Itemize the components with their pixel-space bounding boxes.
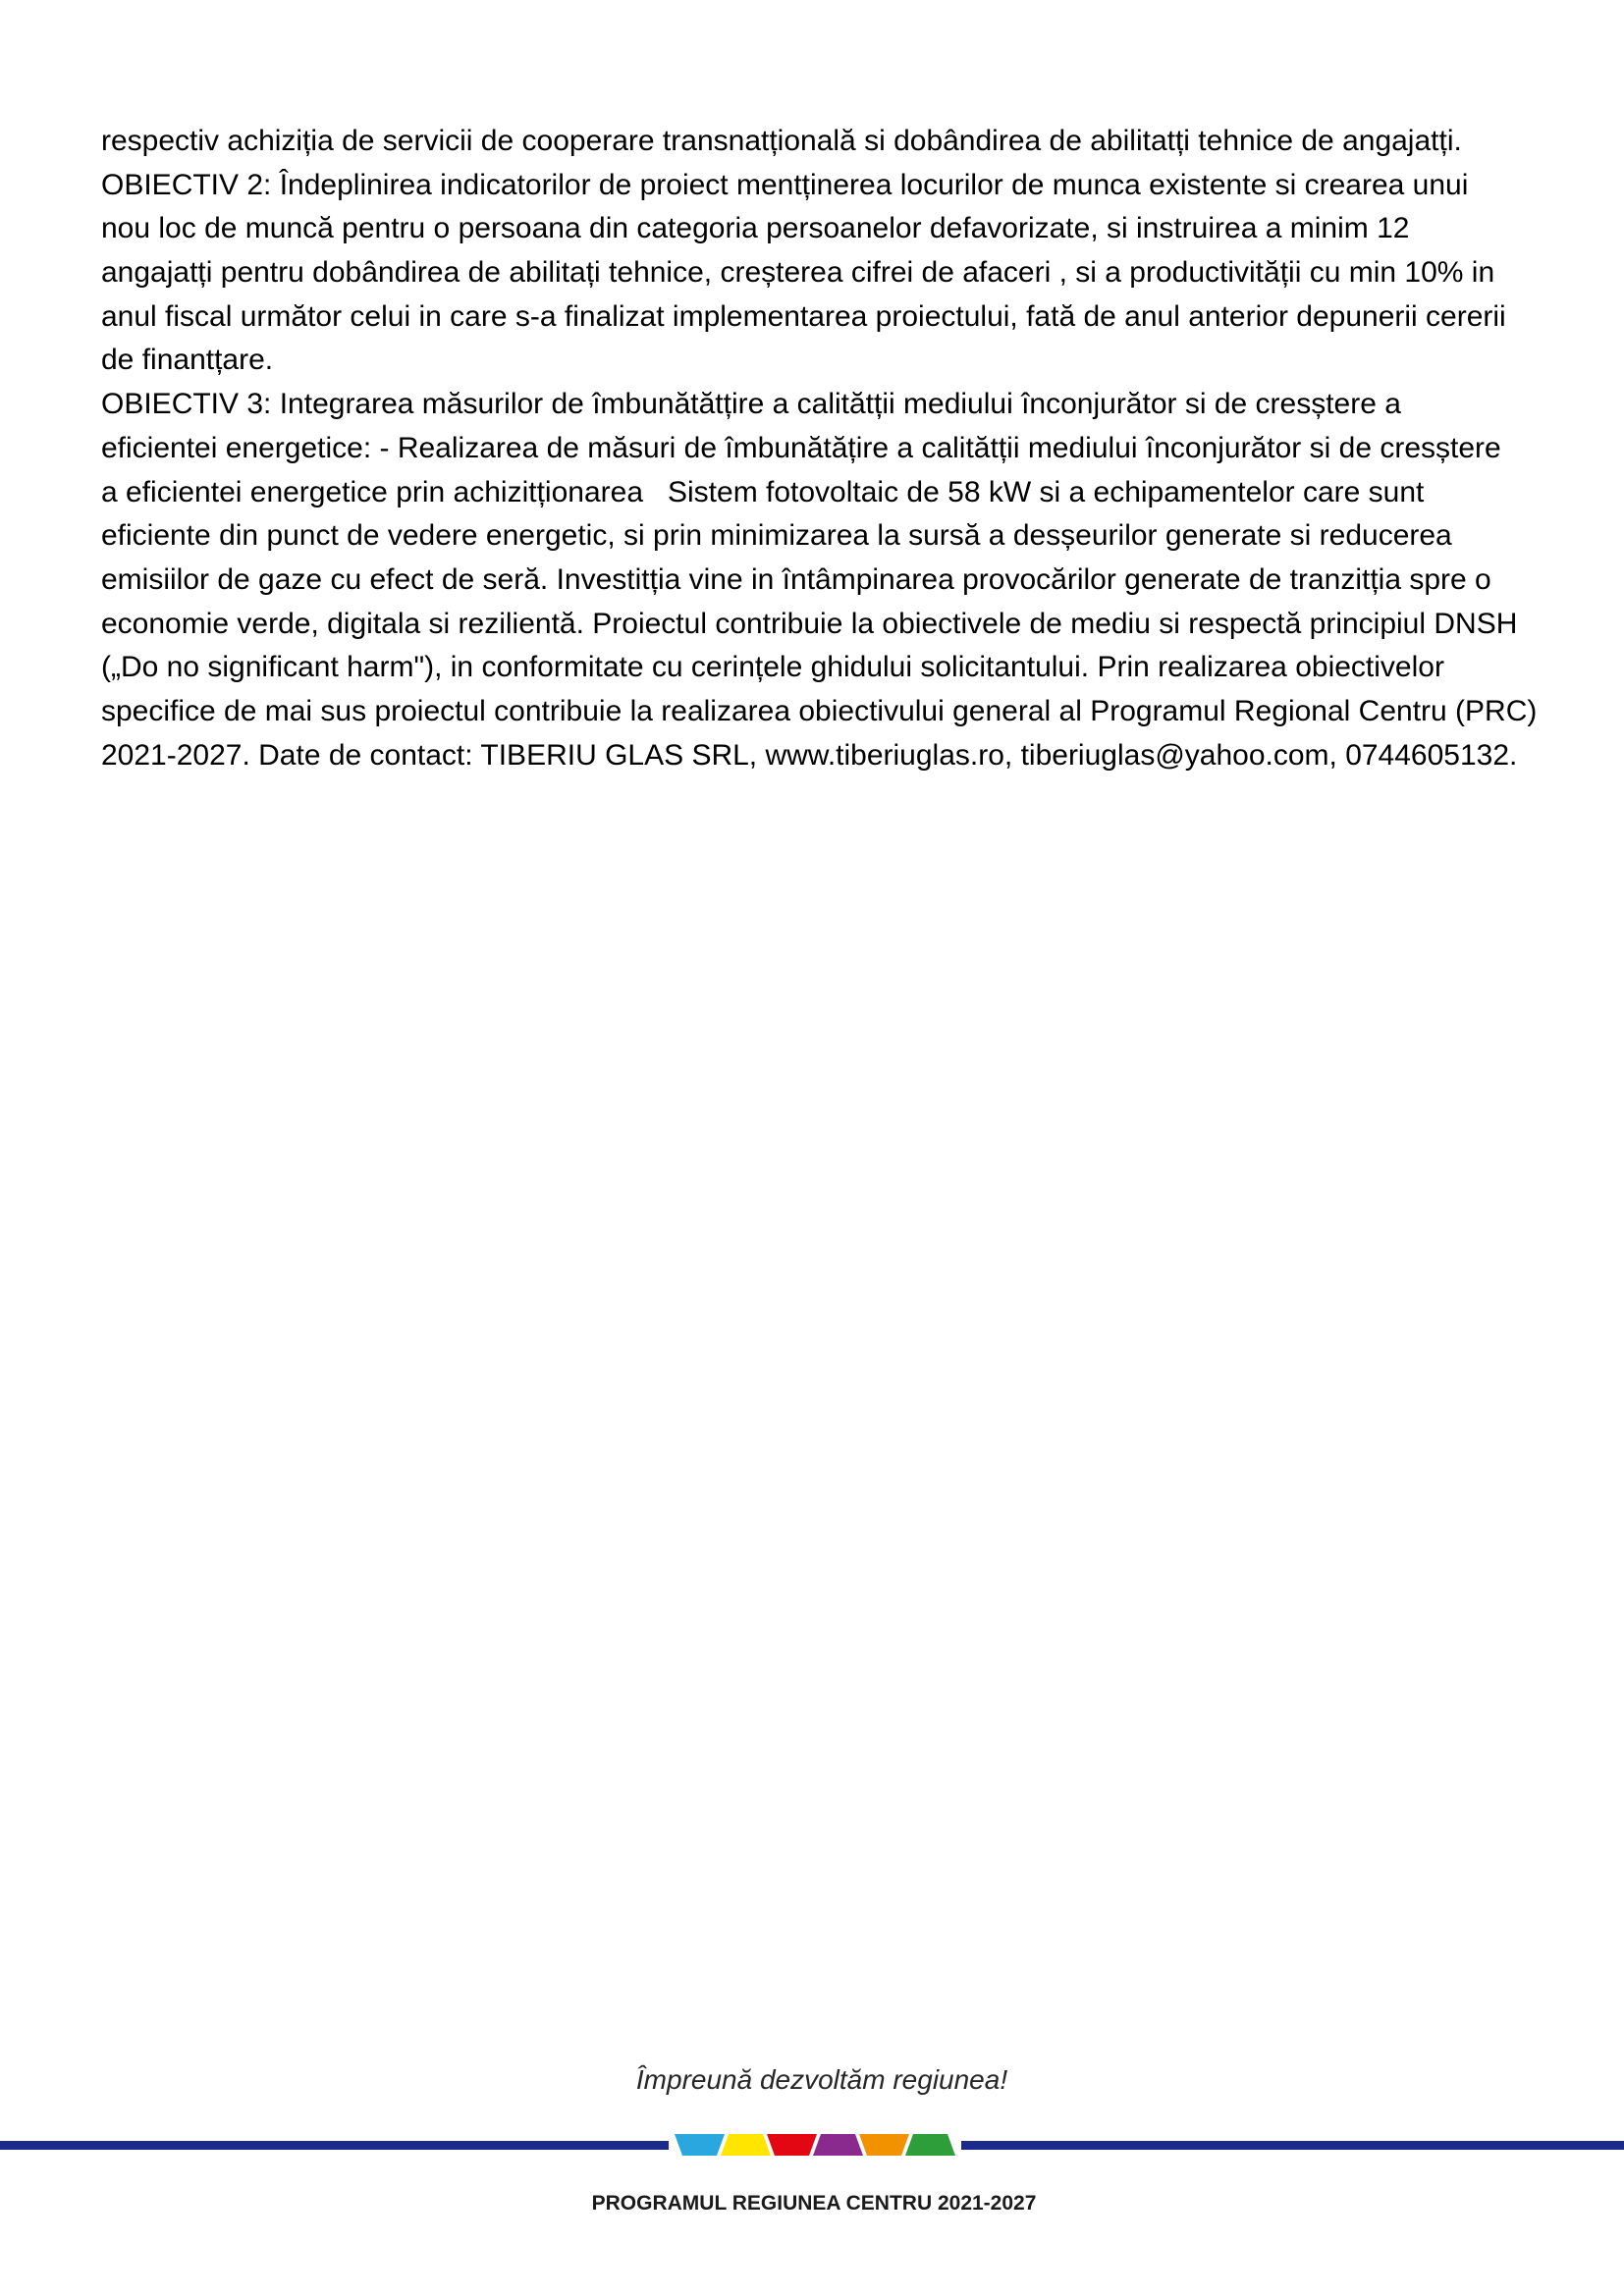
footer-slogan: Împreună dezvoltăm regiunea! bbox=[635, 2064, 1008, 2095]
body-line: OBIECTIV 2: Îndeplinirea indicatorilor de proiect mentținerea locurilor de munca existente si crearea unui bbox=[101, 168, 1469, 201]
body-line: emisiilor de gaze cu efect de seră. Investitția vine in întâmpinarea provocărilor generate de tranzitția spre o bbox=[101, 562, 1491, 596]
footer-rule-left bbox=[0, 2141, 669, 2150]
body-line: a eficientei energetice prin achizitționarea Sistem fotovoltaic de 58 kW si a echipamentelor care sunt bbox=[101, 475, 1425, 508]
paragraph-continuation bbox=[101, 120, 1594, 164]
band-segment-yellow bbox=[721, 2134, 771, 2156]
band-segment-orange bbox=[859, 2134, 909, 2156]
band-segment-purple bbox=[813, 2134, 863, 2156]
body-line: specifice de mai sus proiectul contribuie la realizarea obiectivului general al Programul Regional Centru (PRC) bbox=[101, 694, 1538, 727]
body-line: 2021-2027. Date de contact: TIBERIU GLAS SRL, www.tiberiuglas.ro, tiberiuglas@yahoo.com, 0744605132. bbox=[101, 738, 1518, 772]
band-segment-green bbox=[905, 2134, 955, 2156]
body-line: OBIECTIV 3: Integrarea măsurilor de îmbunătătțire a calitătții mediului înconjurător si de cresștere a bbox=[101, 388, 1401, 421]
footer-rule-right bbox=[961, 2141, 1624, 2150]
band-segment-light-blue bbox=[675, 2134, 725, 2156]
body-line: eficiente din punct de vedere energetic, si prin minimizarea la sursă a desșeurilor generate si reducerea bbox=[101, 519, 1452, 553]
body-line: angajatți pentru dobândirea de abilitați tehnice, creșterea cifrei de afaceri , si a productivității cu min 10% in bbox=[101, 256, 1495, 290]
band-segment-red bbox=[767, 2134, 817, 2156]
body-line: anul fiscal următor celui in care s-a finalizat implementarea proiectului, fată de anul anterior depunerii cererii bbox=[101, 299, 1506, 333]
body-line: eficientei energetice: - Realizarea de măsuri de îmbunătățire a calitătții mediului înconjurător si de cresștere bbox=[101, 431, 1501, 464]
body-line: respectiv achiziția de servicii de cooperare transnatțională si dobândirea de abilitatți tehnice de angajatți. bbox=[101, 125, 1462, 157]
paragraph-objective-2 bbox=[101, 164, 1594, 383]
body-line: („Do no significant harm"), in conformitate cu cerințele ghidului solicitantului. Prin realizarea obiectivelor bbox=[101, 651, 1444, 684]
paragraph-objective-3 bbox=[101, 383, 1594, 777]
body-line: de finantțare. bbox=[101, 344, 274, 377]
body-line: economie verde, digitala si rezilientă. Proiectul contribuie la obiectivele de mediu si respectă principiul DNSH bbox=[101, 607, 1518, 640]
footer-color-band bbox=[675, 2134, 955, 2156]
document-body bbox=[101, 120, 1594, 777]
body-line: nou loc de muncă pentru o persoana din categoria persoanelor defavorizate, si instruirea a minim 12 bbox=[101, 212, 1410, 245]
footer-program-name: PROGRAMUL REGIUNEA CENTRU 2021-2027 bbox=[591, 2192, 1037, 2215]
